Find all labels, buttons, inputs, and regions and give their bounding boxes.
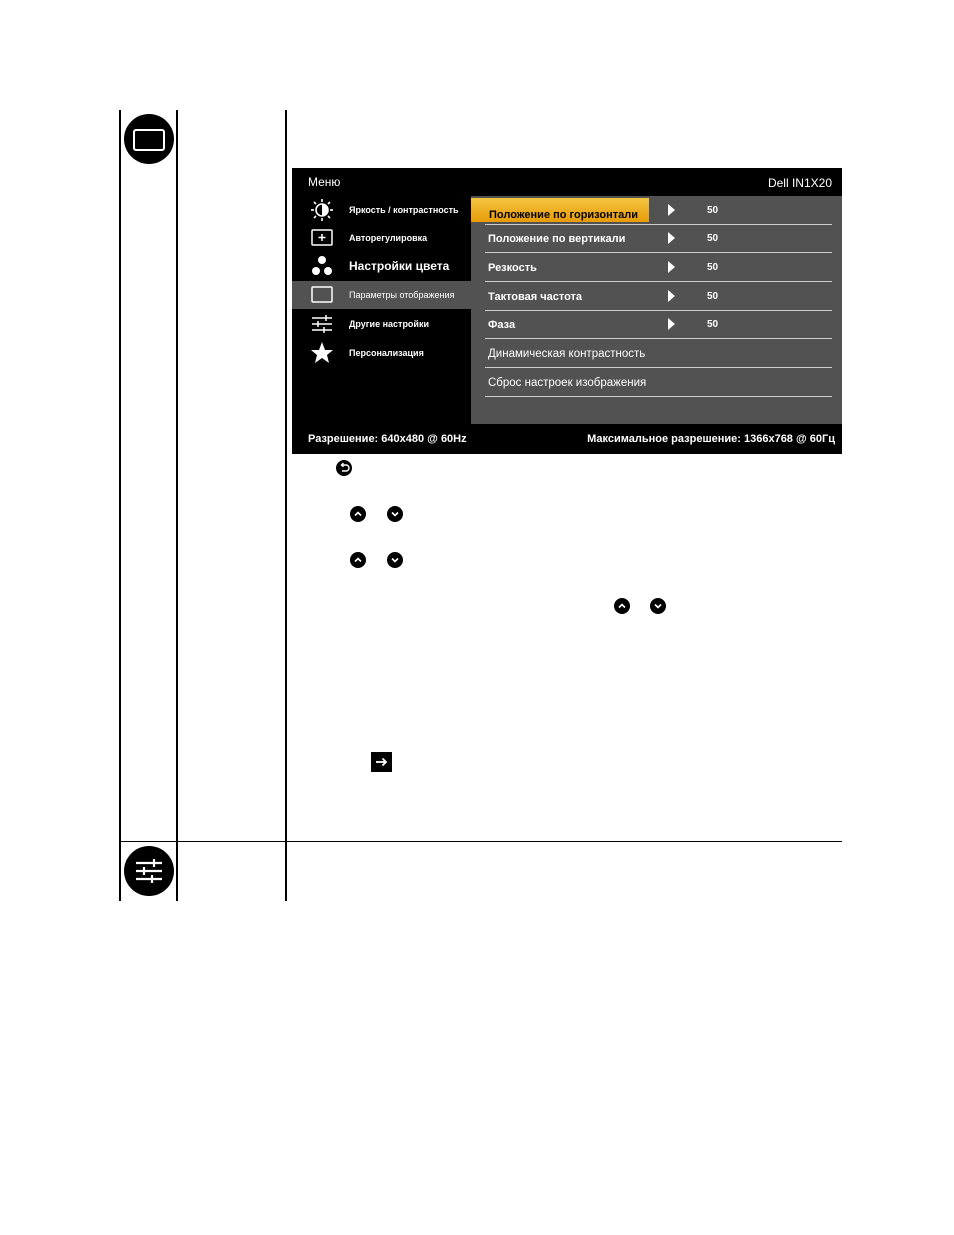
up-button-icon — [350, 552, 366, 568]
display-settings-icon — [310, 284, 334, 306]
setting-phase[interactable] — [485, 310, 832, 339]
setting-horizontal-position[interactable] — [485, 196, 832, 225]
arrow-right-icon — [668, 204, 675, 216]
setting-sharpness[interactable] — [485, 253, 832, 282]
menu-item-brightness[interactable] — [292, 196, 471, 224]
menu-item-auto-adjust[interactable] — [292, 224, 471, 252]
osd-footer — [292, 424, 842, 454]
setting-value: 50 — [707, 233, 719, 244]
menu-item-other-settings[interactable] — [292, 310, 471, 338]
setting-pixel-clock[interactable] — [485, 282, 832, 311]
setting-image-reset[interactable] — [485, 368, 832, 397]
auto-adjust-icon — [310, 227, 334, 249]
setting-label: Положение по горизонтали — [489, 209, 638, 221]
menu-item-color-settings[interactable] — [292, 252, 471, 280]
color-settings-icon — [310, 255, 334, 277]
menu-item-label: Персонализация — [349, 348, 424, 358]
down-button-icon — [387, 552, 403, 568]
up-button-icon — [350, 506, 366, 522]
other-settings-icon — [310, 313, 334, 335]
other-settings-icon — [124, 846, 174, 896]
osd-main-menu — [292, 196, 471, 424]
enter-arrow-icon — [371, 752, 392, 772]
setting-label: Фаза — [488, 319, 516, 331]
arrow-right-icon — [668, 318, 675, 330]
back-button-icon — [336, 460, 352, 476]
arrow-right-icon — [668, 290, 675, 302]
menu-item-label: Авторегулировка — [349, 233, 428, 243]
setting-label: Динамическая контрастность — [488, 348, 646, 360]
menu-item-label: Другие настройки — [349, 319, 430, 329]
table-border-col2 — [176, 110, 178, 901]
setting-value: 50 — [707, 319, 719, 330]
setting-dynamic-contrast[interactable] — [485, 339, 832, 368]
menu-item-display-settings[interactable] — [292, 281, 471, 309]
display-settings-icon — [124, 114, 174, 164]
setting-vertical-position[interactable] — [485, 224, 832, 253]
table-border-col3 — [285, 110, 287, 901]
max-resolution: Максимальное разрешение: 1366x768 @ 60Гц — [587, 433, 835, 445]
menu-item-label: Яркость / контрастность — [349, 205, 459, 215]
setting-label: Тактовая частота — [488, 291, 583, 303]
menu-item-label: Настройки цвета — [349, 259, 450, 273]
osd-menu — [292, 168, 842, 454]
table-border-left — [119, 110, 121, 901]
menu-item-label: Параметры отображения — [349, 290, 455, 300]
setting-value: 50 — [707, 262, 719, 273]
arrow-right-icon — [668, 261, 675, 273]
setting-label: Положение по вертикали — [488, 233, 626, 245]
setting-label: Резкость — [488, 262, 537, 274]
brightness-icon — [310, 199, 334, 221]
star-icon — [310, 342, 334, 364]
menu-item-personalize[interactable] — [292, 339, 471, 367]
setting-label: Сброс настроек изображения — [488, 377, 647, 389]
down-button-icon — [650, 598, 666, 614]
osd-menu-title: Меню — [308, 175, 341, 189]
osd-model: Dell IN1X20 — [767, 176, 832, 190]
current-resolution: Разрешение: 640x480 @ 60Hz — [308, 433, 467, 445]
setting-value: 50 — [707, 205, 719, 216]
arrow-right-icon — [668, 232, 675, 244]
down-button-icon — [387, 506, 403, 522]
up-button-icon — [614, 598, 630, 614]
osd-submenu — [471, 196, 842, 424]
setting-value: 50 — [707, 291, 719, 302]
osd-header — [292, 168, 842, 196]
table-row-divider — [119, 841, 842, 842]
